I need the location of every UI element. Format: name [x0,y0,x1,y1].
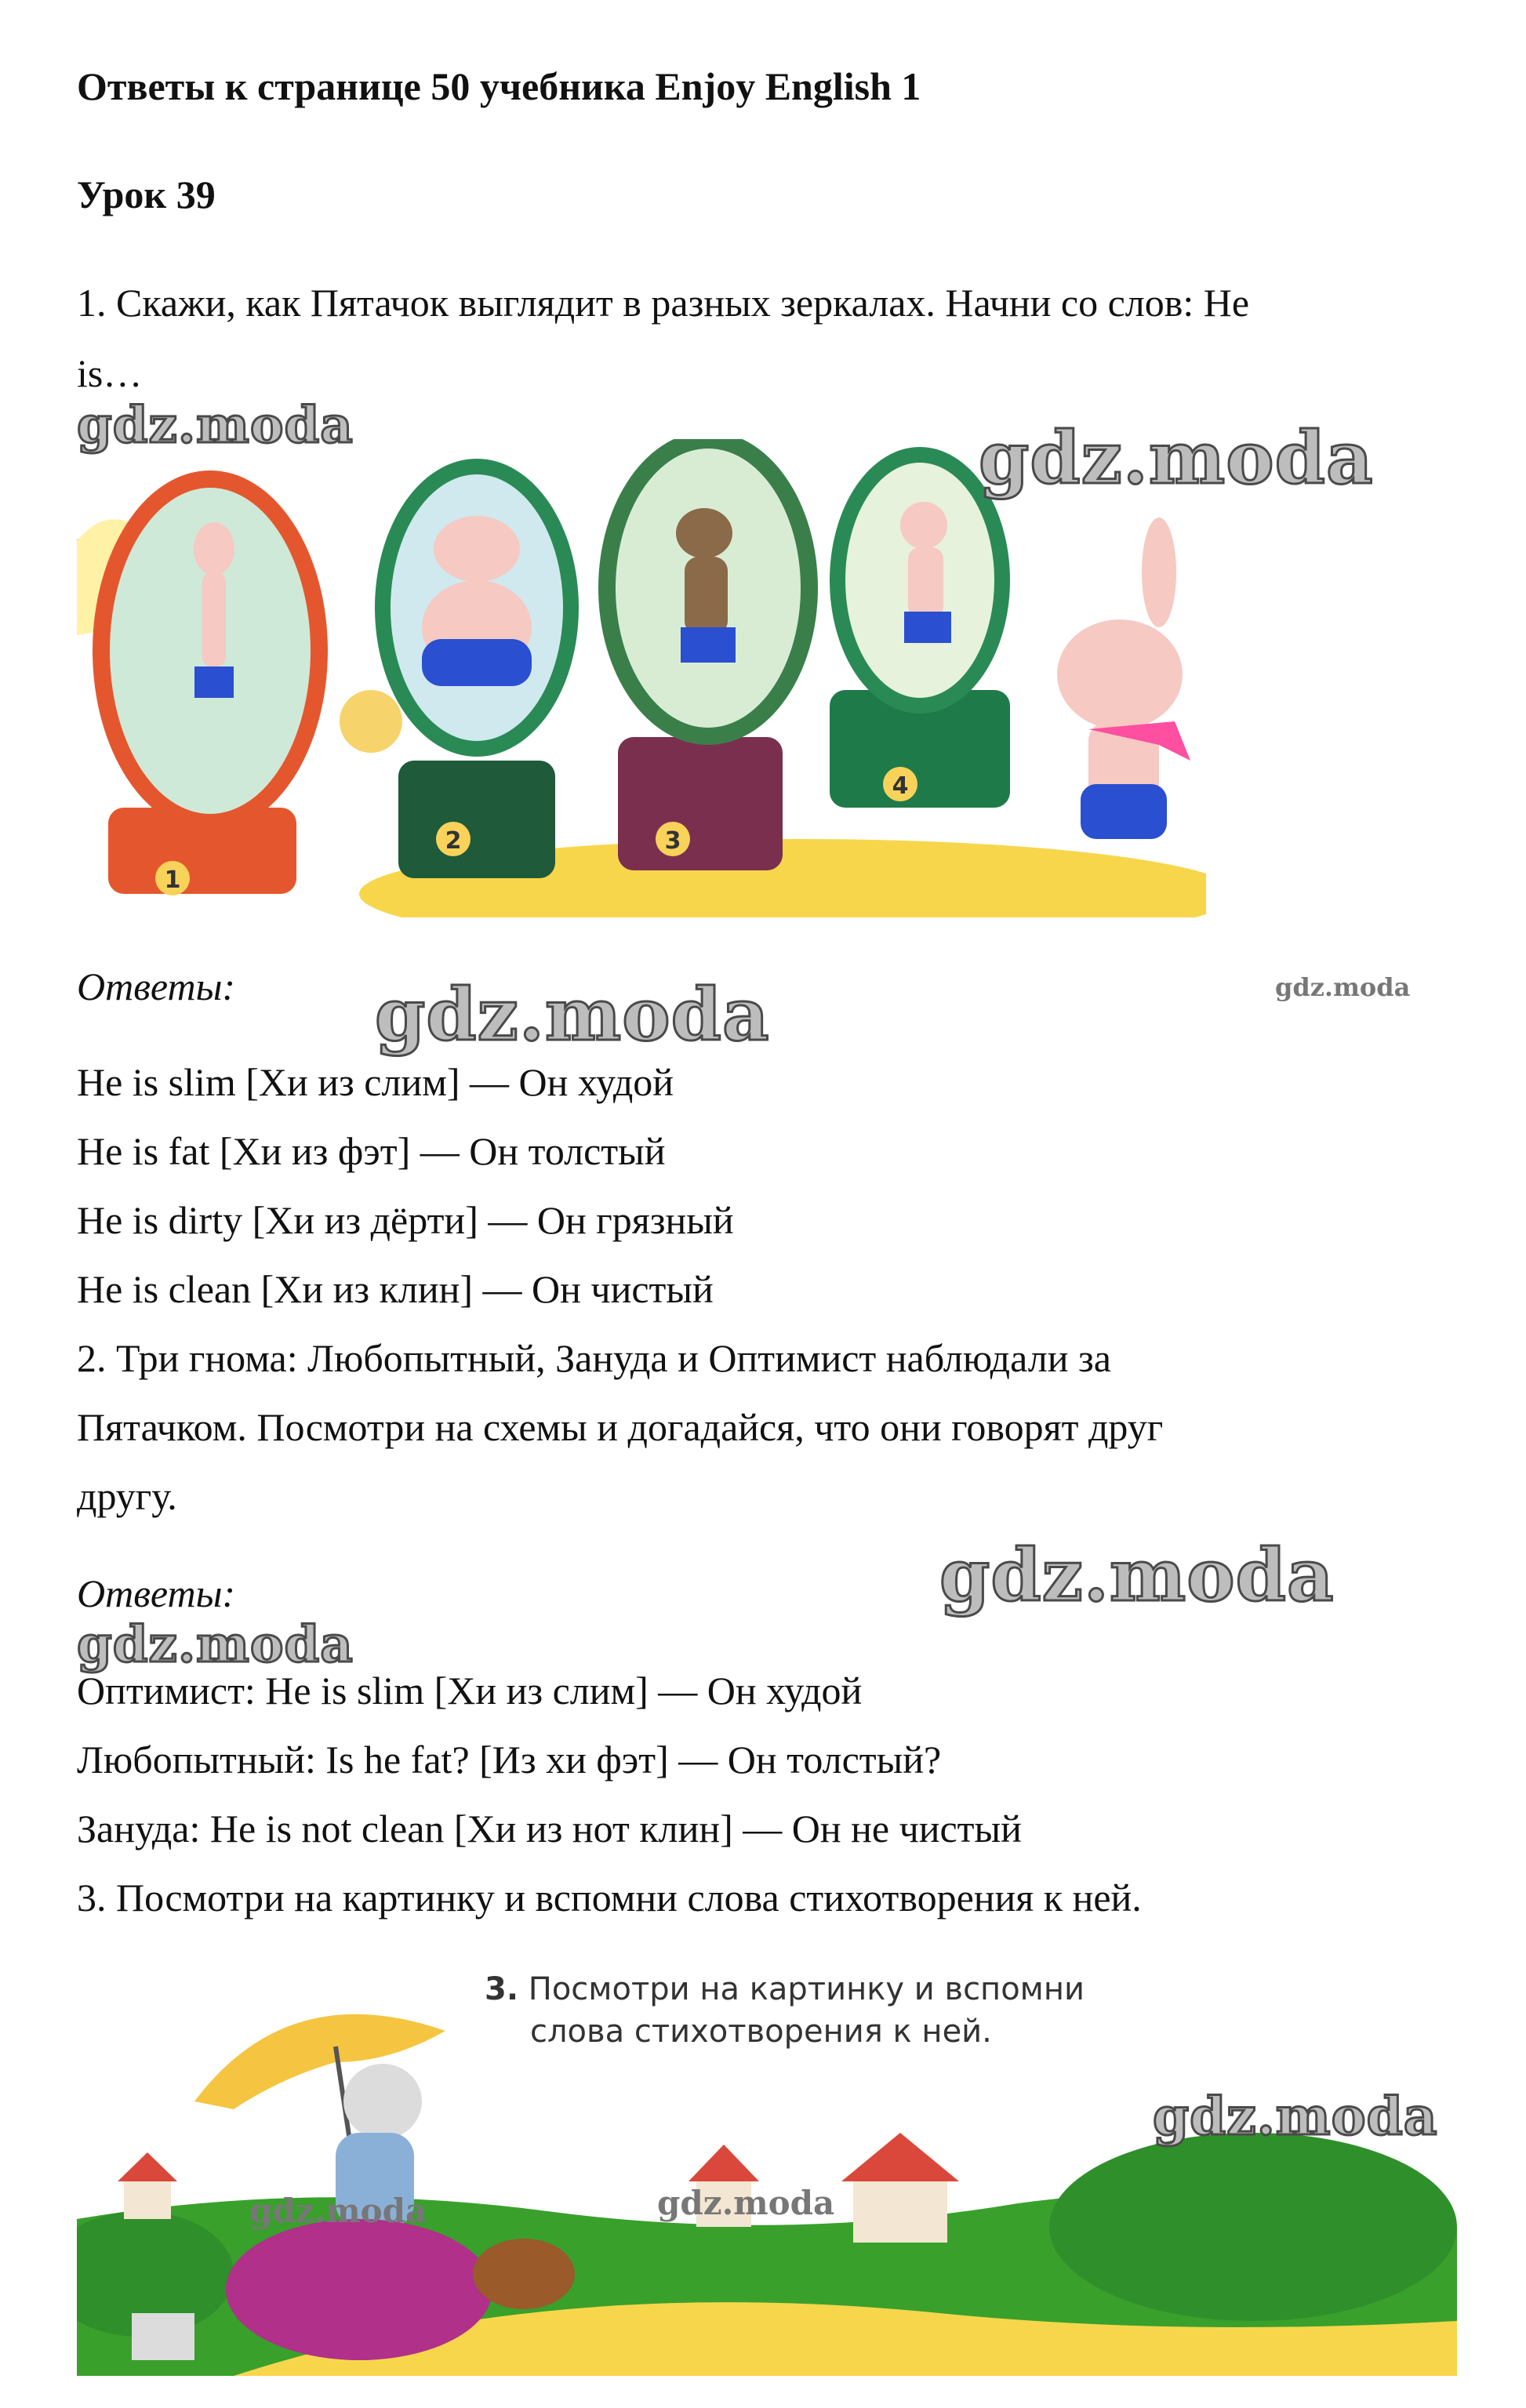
page-title: Ответы к странице 50 учебника Enjoy English 1 [77,64,921,108]
pig-fat-shorts [422,639,532,686]
task2-text-line2: Пятачком. Посмотри на схемы и догадайся, что они говорят друг [77,1405,1164,1449]
pig-dirty-head [676,508,732,558]
lesson-heading: Урок 39 [77,173,216,216]
basket [473,2239,575,2309]
picture-caption-number: 3. [485,1971,519,2007]
task3-text: 3. Посмотри на картинку и вспомни слова стихотворения к ней. [77,1876,1142,1919]
piglet-ear [1142,518,1176,627]
task1-text-line1: 1. Скажи, как Пятачок выглядит в разных зеркалах. Начни со слов: He [77,281,1250,325]
pig-fat-head [434,516,520,582]
pig-clean-head [900,502,947,549]
task1-text-line2: is… [77,351,143,395]
pig-slim-body [202,572,226,666]
mirror-3-number: 3 [664,827,681,855]
task2-answers-label: Ответы: [77,1571,236,1615]
pig-dirty-body [685,557,728,635]
house-roof [689,2145,759,2181]
task2-text-line1: 2. Три гнома: Любопытный, Зануда и Оптимист наблюдали за [77,1336,1111,1380]
task2-answer-2: Любопытный: Is he fat? [Из хи фэт] — Он толстый? [77,1738,942,1781]
pig-slim-shorts [194,666,234,698]
watermark: gdz.moda [979,416,1374,500]
watermark: gdz.moda [77,396,354,455]
watermark-small: gdz.moda [1275,972,1411,1002]
task1-answers-label: Ответы: [77,964,236,1008]
poem-illustration [77,1945,1457,2376]
pig-clean-shorts [904,612,951,643]
mirror-4-number: 4 [892,772,909,800]
piglet-head [1057,619,1183,729]
picture-caption-line1: Посмотри на картинку и вспомни [528,1971,1085,2007]
pig-dirty-shorts [681,627,736,663]
picture-caption [485,1968,1085,2053]
mirror-2-stand [398,761,555,878]
cat-leg [132,2313,194,2360]
task2-answer-3: Зануда: He is not clean [Хи из нот клин] — Он не чистый [77,1807,1022,1850]
house [853,2180,947,2243]
cat-head [343,2064,422,2139]
task1-answer-4: He is clean [Хи из клин] — Он чистый [77,1267,714,1311]
watermark-small: gdz.moda [249,2192,427,2230]
watermark-small: gdz.moda [657,2184,835,2222]
house-roof [841,2133,959,2181]
watermark: gdz.moda [375,972,770,1057]
mirrors-illustration [77,439,1206,917]
cat-skirt [226,2219,492,2360]
house [124,2180,171,2219]
task1-answer-3: He is dirty [Хи из дёрти] — Он грязный [77,1198,734,1242]
pig-clean-body [908,547,943,618]
task1-answer-1: He is slim [Хи из слим] — Он худой [77,1060,674,1104]
task1-answer-2: He is fat [Хи из фэт] — Он толстый [77,1129,666,1173]
task2-text-line3: другу. [77,1474,177,1518]
picture-caption-line2: слова стихотворения к ней. [530,2014,992,2050]
bush [1049,2133,1457,2321]
watermark: gdz.moda [1153,2086,1438,2147]
house-roof [118,2152,177,2181]
watermark: gdz.moda [77,1615,354,1674]
mirrors-illustration-svg [77,439,1206,917]
watermark: gdz.moda [939,1533,1335,1618]
pig-slim-head [194,522,234,576]
task2-answer-1: Оптимист: He is slim [Хи из слим] — Он худой [77,1669,863,1712]
piglet-shorts [1081,784,1167,839]
mirror-3-stand [618,737,783,870]
mirror-1-number: 1 [164,866,181,894]
mirror-2-number: 2 [445,827,462,855]
gnome-small-face [340,690,402,753]
